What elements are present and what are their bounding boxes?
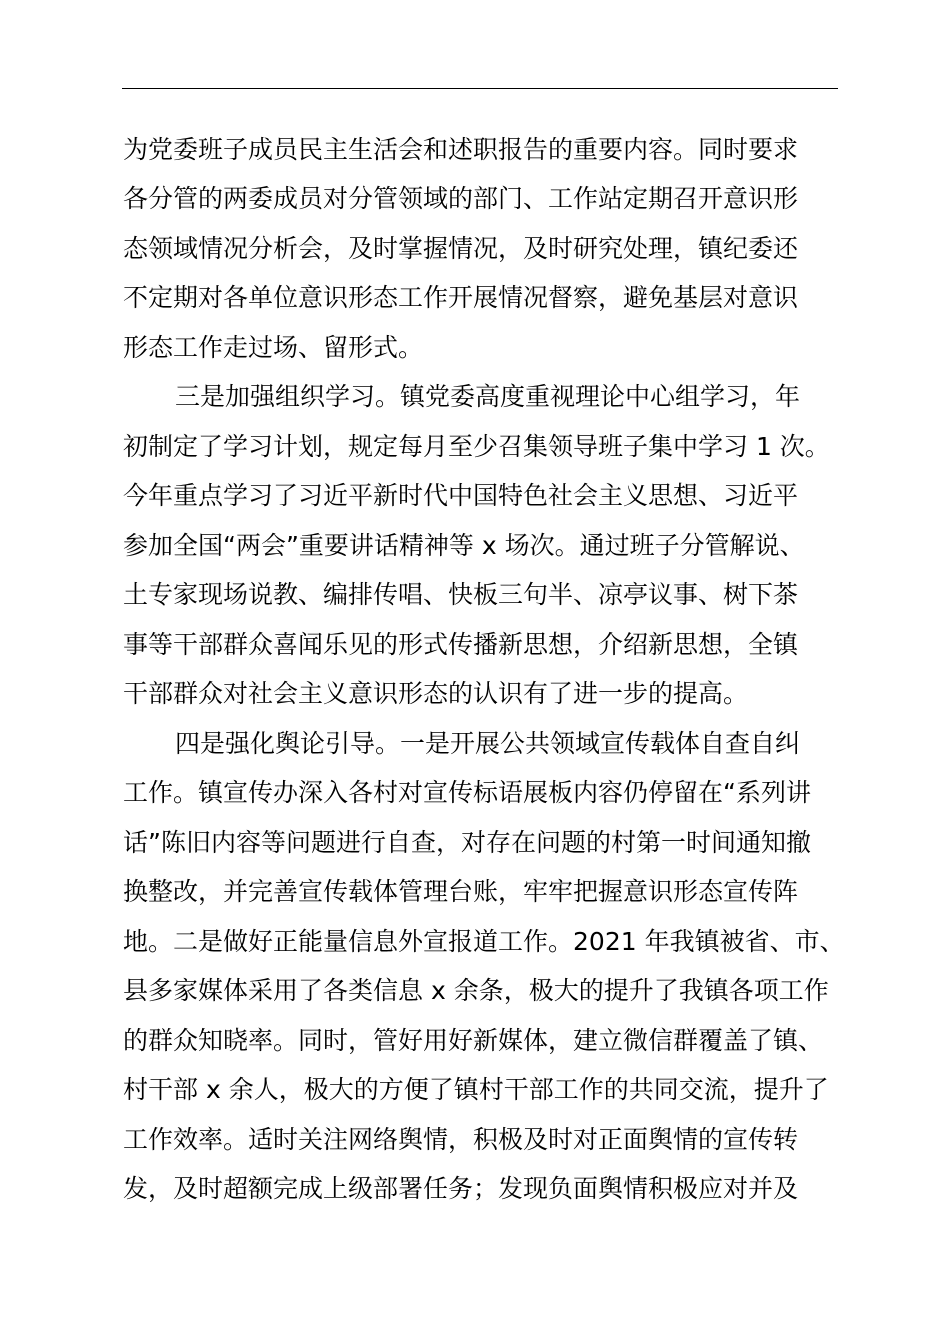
text-line: 不定期对各单位意识形态工作开展情况督察，避免基层对意识 [123,283,799,312]
text-line: 参加全国“两会”重要讲话精神等 x 场次。通过班子分管解说、 [123,531,805,560]
text-line: 态领域情况分析会，及时掌握情况，及时研究处理，镇纪委还 [123,234,799,263]
text-line: 村干部 x 余人，极大的方便了镇村干部工作的共同交流，提升了 [123,1075,829,1104]
text-line: 县多家媒体采用了各类信息 x 余条，极大的提升了我镇各项工作 [123,976,829,1005]
text-line: 话”陈旧内容等问题进行自查，对存在问题的村第一时间通知撤 [123,828,811,857]
paragraph-start-line: 四是强化舆论引导。一是开展公共领域宣传载体自查自纠 [175,729,801,758]
text-line: 工作效率。适时关注网络舆情，积极及时对正面舆情的宣传转 [123,1125,799,1154]
text-line: 地。二是做好正能量信息外宣报道工作。2021 年我镇被省、市、 [123,927,845,956]
text-line: 初制定了学习计划，规定每月至少召集领导班子集中学习 1 次。 [123,432,830,461]
text-line: 干部群众对社会主义意识形态的认识有了进一步的提高。 [123,679,749,708]
text-line: 土专家现场说教、编排传唱、快板三句半、凉亭议事、树下茶 [123,580,799,609]
paragraph-start-line: 三是加强组织学习。镇党委高度重视理论中心组学习，年 [175,382,801,411]
text-line: 换整改，并完善宣传载体管理台账，牢牢把握意识形态宣传阵 [123,877,799,906]
text-line: 事等干部群众喜闻乐见的形式传播新思想，介绍新思想，全镇 [123,630,799,659]
text-line: 各分管的两委成员对分管领域的部门、工作站定期召开意识形 [123,184,799,213]
text-line: 形态工作走过场、留形式。 [123,333,424,362]
text-line: 发，及时超额完成上级部署任务；发现负面舆情积极应对并及 [123,1174,799,1203]
header-rule [122,88,838,89]
text-line: 工作。镇宣传办深入各村对宣传标语展板内容仍停留在“系列讲 [123,778,811,807]
text-line: 的群众知晓率。同时，管好用好新媒体，建立微信群覆盖了镇、 [123,1026,824,1055]
text-line: 今年重点学习了习近平新时代中国特色社会主义思想、习近平 [123,481,799,510]
text-line: 为党委班子成员民主生活会和述职报告的重要内容。同时要求 [123,135,799,164]
